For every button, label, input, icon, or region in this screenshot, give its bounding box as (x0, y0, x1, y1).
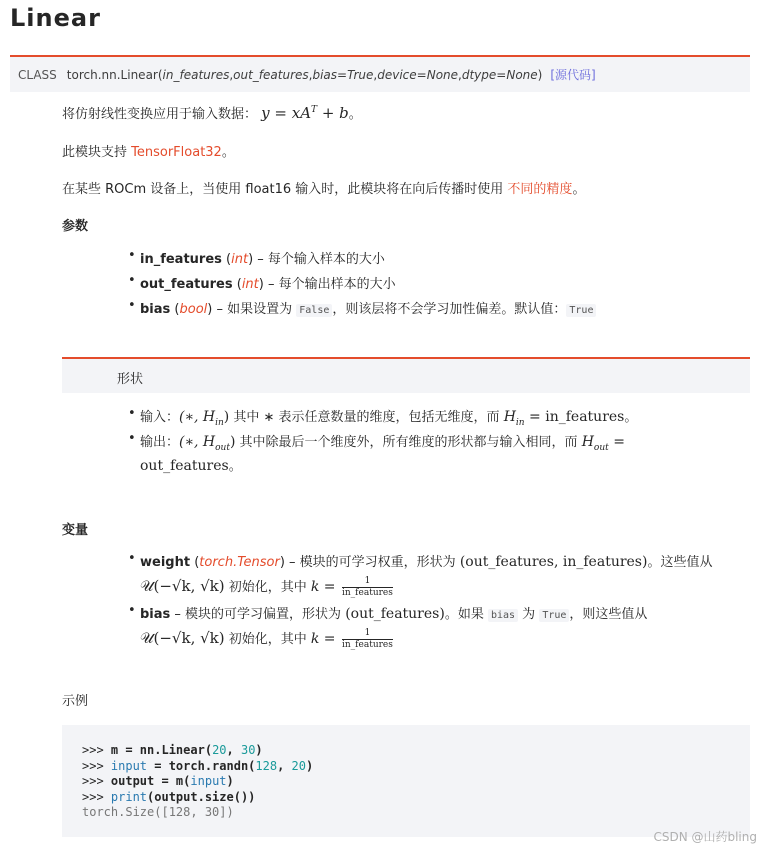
list-item: • 输入：(∗, $H_{in}$) 其中 ∗ 表示任意数量的维度，包括无维度，而 $H_{in}$ = in_features。 (128, 406, 637, 431)
description-affine: 将仿射线性变换应用于输入数据： $y = xA^T + b$。 (62, 104, 362, 122)
tensorfloat32-link[interactable]: TensorFloat32 (131, 145, 222, 160)
signature-close-paren: ) (537, 67, 543, 82)
shape-heading-box (62, 357, 750, 393)
example-heading: 示例 (62, 694, 89, 709)
type-link[interactable]: int (241, 277, 259, 292)
description-tf32: 此模块支持 TensorFloat32。 (62, 145, 235, 160)
affine-formula: $y = xA^T + b$ (261, 104, 349, 122)
class-label: CLASS (18, 67, 57, 82)
fraction: $\frac{1}{\text{in\_features}}$ (342, 628, 393, 650)
list-item: • bias (bool) – 如果设置为 False ，则该层将不会学习加性偏差。默认值： True (128, 298, 596, 323)
list-item: • out_features (int) – 每个输出样本的大小 (128, 273, 596, 298)
list-item: • weight (torch.Tensor) – 模块的可学习权重，形状为 (out_features, in_features)。这些值从 (128, 551, 712, 576)
shape-list (128, 406, 637, 479)
params-heading: 参数 (62, 219, 89, 234)
variables-heading: 变量 (62, 523, 89, 538)
example-code-block[interactable]: >>> m = nn.Linear(20, 30) >>> input = torch.randn(128, 20) >>> output = m(input) >>> print(output.size()) torch.Size([128, 30]) (62, 725, 750, 837)
source-link[interactable]: [源代码] (550, 68, 596, 82)
shape-heading: 形状 (117, 372, 144, 387)
sig-param: out_features (233, 67, 309, 82)
type-link[interactable]: bool (179, 302, 208, 317)
watermark: CSDN @山药bling (653, 830, 757, 844)
sig-param: in_features (162, 67, 230, 82)
description-text: 将仿射线性变换应用于输入数据： (62, 107, 258, 122)
list-item-continuation: 𝒰(−√k, √k) 初始化，其中 k = $\frac{1}{\text{in\_features}}$ (140, 628, 393, 650)
page-title: Linear (10, 4, 101, 32)
list-item: • bias – 模块的可学习偏置，形状为 (out_features)。如果 bias 为 True ，则这些值从 (128, 603, 712, 628)
precision-link[interactable]: 不同的精度 (507, 182, 573, 197)
list-item: • 输出：(∗, $H_{out}$) 其中除最后一个维度外，所有维度的形状都与输入相同，而 $H_{out}$ = (128, 431, 637, 455)
sig-param: bias=True (312, 67, 374, 82)
params-list (128, 248, 596, 323)
type-link[interactable]: torch.Tensor (199, 555, 280, 570)
description-rocm: 在某些 ROCm 设备上，当使用 float16 输入时，此模块将在向后传播时使用 不同的精度。 (62, 182, 586, 197)
variables-list (128, 551, 712, 655)
list-item-continuation: out_features。 (140, 458, 242, 474)
sig-param: dtype=None (461, 67, 538, 82)
class-name: torch.nn.Linear (66, 67, 158, 82)
type-link[interactable]: int (231, 252, 249, 267)
signature-open-paren: ( (157, 67, 163, 82)
list-item: • in_features (int) – 每个输入样本的大小 (128, 248, 596, 273)
class-signature: CLASS torch.nn.Linear ( in_features , out_features , bias=True , device=None , dtype=None ) [源代码] (10, 55, 750, 92)
list-item-continuation: 𝒰(−√k, √k) 初始化，其中 k = $\frac{1}{\text{in\_features}}$ (140, 576, 393, 598)
sig-param: device=None (377, 67, 459, 82)
fraction: $\frac{1}{\text{in\_features}}$ (342, 576, 393, 598)
